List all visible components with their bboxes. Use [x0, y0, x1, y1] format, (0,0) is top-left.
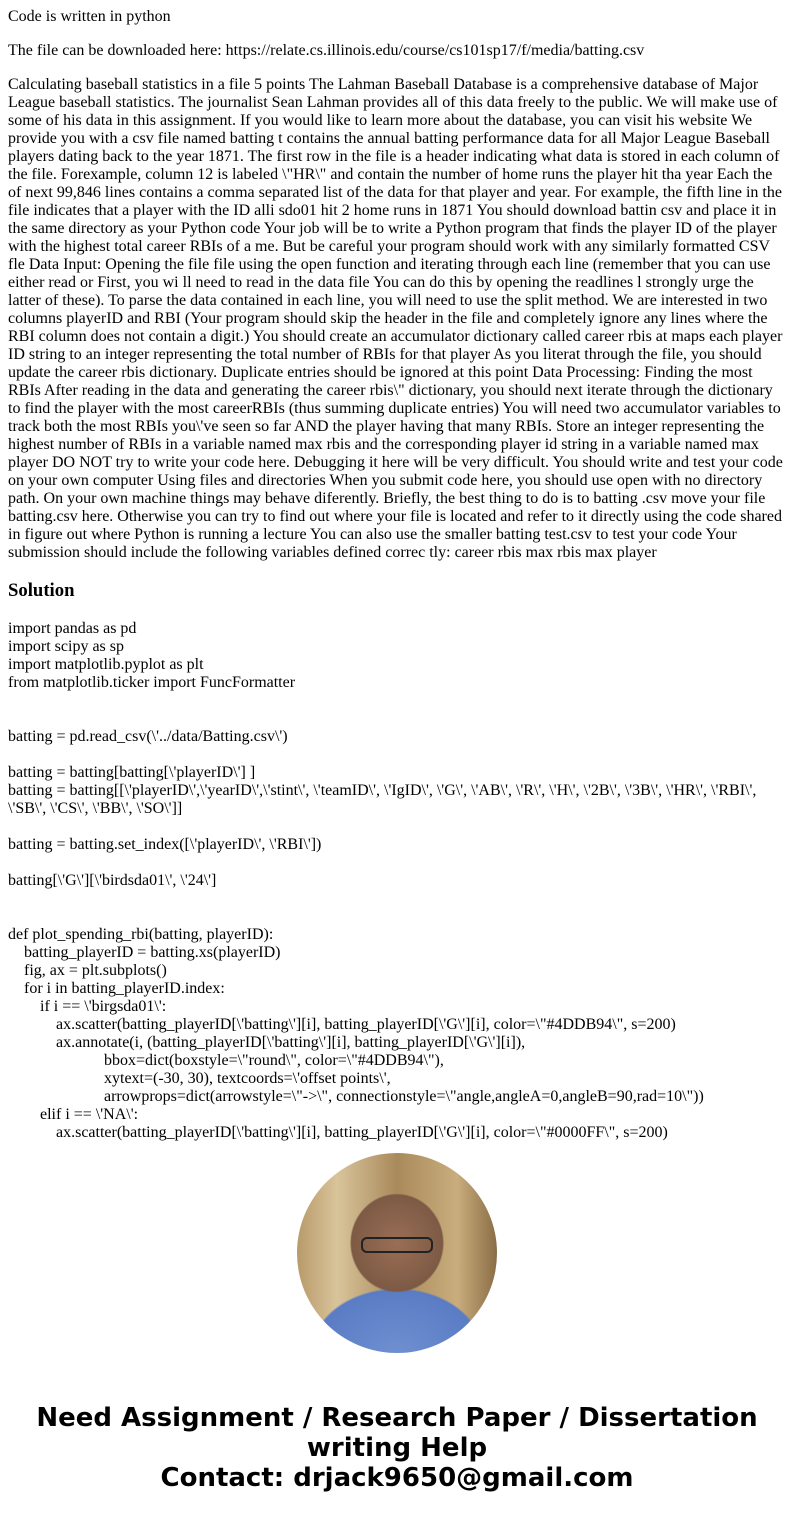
author-avatar	[297, 1153, 497, 1353]
code-line: batting[\'G\'][\'birdsda01\', \'24\']	[8, 872, 217, 889]
solution-code	[8, 620, 786, 1141]
code-line: batting = pd.read_csv(\'../data/Batting.csv\')	[8, 728, 288, 745]
code-line: ax.annotate(i, (batting_playerID[\'batting\'][i], batting_playerID[\'G\'][i]),	[8, 1034, 526, 1051]
code-line	[8, 818, 786, 836]
solution-heading: Solution	[8, 580, 75, 601]
footer-line-2: writing Help	[306, 1433, 488, 1463]
code-line: from matplotlib.ticker import FuncFormatter	[8, 674, 296, 691]
code-line: xytext=(-30, 30), textcoords=\'offset points\',	[8, 1070, 391, 1087]
code-line: import matplotlib.pyplot as plt	[8, 656, 204, 673]
code-line: bbox=dict(boxstyle=\"round\", color=\"#4DDB94\"),	[8, 1052, 444, 1069]
code-line: for i in batting_playerID.index:	[8, 980, 225, 997]
question-text: Calculating baseball statistics in a file 5 points The Lahman Baseball Database is a comprehensive database of Major League baseball statistics. The journalist Sean Lahman provides all of this data freely to the public. We will make use of some of his data in this assignment. If you would like to learn more about the database, you can visit his website We provide you with a csv file named batting t contains the annual batting performance data for all Major League Baseball players dating back to the year 1871. The first row in the file is a header indicating what data is stored in each column of the file. Forexample, column 12 is labeled \"HR\" and contain the number of home runs the player hit tha year Each the of next 99,846 lines contains a comma separated list of the data for that player and year. For example, the fifth line in the file indicates that a player with the ID alli sdo01 hit 2 home runs in 1871 You should download battin csv and place it in the same directory as your Python code Your job will be to write a Python program that finds the player ID of the player with the highest total career RBIs of a me. But be careful your program should work with any similarly formatted CSV fle Data Input: Opening the file file using the open function and iterating through each line (remember that you can use either read or First, you wi ll need to read in the data file You can do this by opening the readlines l strongly urge the latter of these). To parse the data contained in each line, you will need to use the split method. We are interested in two columns playerID and RBI (Your program should skip the header in the file and completely ignore any lines where the RBI column does not contain a digit.) You should create an accumulator dictionary called career rbis at maps each player ID string to an integer representing the total number of RBIs for that player As you literat through the file, you should update the career rbis dictionary. Duplicate entries should be ignored at this point Data Processing: Finding the most RBIs After reading in the data and generating the career rbis\" dictionary, you should next iterate through the dictionary to find the player with the most careerRBIs (thus summing duplicate entries) You will need two accumulator variables to track both the most RBIs you\'ve seen so far AND the player having that many RBIs. Store an integer representing the highest number of RBIs in a variable named max rbis and the corresponding player id string in a variable named max player DO NOT try to write your code here. Debugging it here will be very difficult. You should write and test your code on your own computer Using files and directories When you submit code here, you should use open with no directory path. On your own machine things may behave diferently. Briefly, the best thing to do is to batting .csv move your file batting.csv here. Otherwise you can try to find out where your file is located and refer to it directly using the code shared in figure out where Python is running a lecture You can also use the smaller batting test.csv to test your code Your submission should include the following variables defined correc tly: career rbis max rbis max player	[8, 76, 783, 561]
code-line	[8, 692, 786, 710]
code-line: import pandas as pd	[8, 620, 137, 637]
code-line: fig, ax = plt.subplots()	[8, 962, 167, 979]
code-line: import scipy as sp	[8, 638, 124, 655]
footer-contact: Contact: drjack9650@gmail.com	[160, 1463, 634, 1493]
code-line: ax.scatter(batting_playerID[\'batting\'][i], batting_playerID[\'G\'][i], color=\"#4DDB94\", s=200)	[8, 1016, 676, 1033]
code-line: arrowprops=dict(arrowstyle=\"->\", connectionstyle=\"angle,angleA=0,angleB=90,rad=10\"))	[8, 1088, 704, 1105]
code-line: batting = batting[[\'playerID\',\'yearID\',\'stint\', \'teamID\', \'IgID\', \'G\', \'AB\', \'R\', \'H\', \'2B\', \'3B\', \'HR\', \'RBI\', \'SB\', \'CS\', \'BB\', \'SO\']]	[8, 782, 761, 817]
code-line	[8, 746, 786, 764]
code-line: if i == \'birgsda01\':	[8, 998, 167, 1015]
code-line: batting = batting[batting[\'playerID\'] ]	[8, 764, 256, 781]
code-line: def plot_spending_rbi(batting, playerID):	[8, 926, 274, 943]
code-line: batting_playerID = batting.xs(playerID)	[8, 944, 281, 961]
contact-footer	[0, 1403, 794, 1493]
code-line: elif i == \'NA\':	[8, 1106, 139, 1123]
code-line: ax.scatter(batting_playerID[\'batting\'][i], batting_playerID[\'G\'][i], color=\"#0000FF\", s=200)	[8, 1124, 668, 1141]
code-line	[8, 710, 786, 728]
code-line: batting = batting.set_index([\'playerID\', \'RBI\'])	[8, 836, 322, 853]
code-line	[8, 890, 786, 908]
download-link-text: The file can be downloaded here: https://relate.cs.illinois.edu/course/cs101sp17/f/media/batting.csv	[8, 42, 645, 59]
footer-line-1: Need Assignment / Research Paper / Dissertation	[36, 1403, 758, 1433]
language-note: Code is written in python	[8, 8, 171, 25]
glasses-shape	[361, 1237, 433, 1253]
code-line	[8, 908, 786, 926]
code-line	[8, 854, 786, 872]
